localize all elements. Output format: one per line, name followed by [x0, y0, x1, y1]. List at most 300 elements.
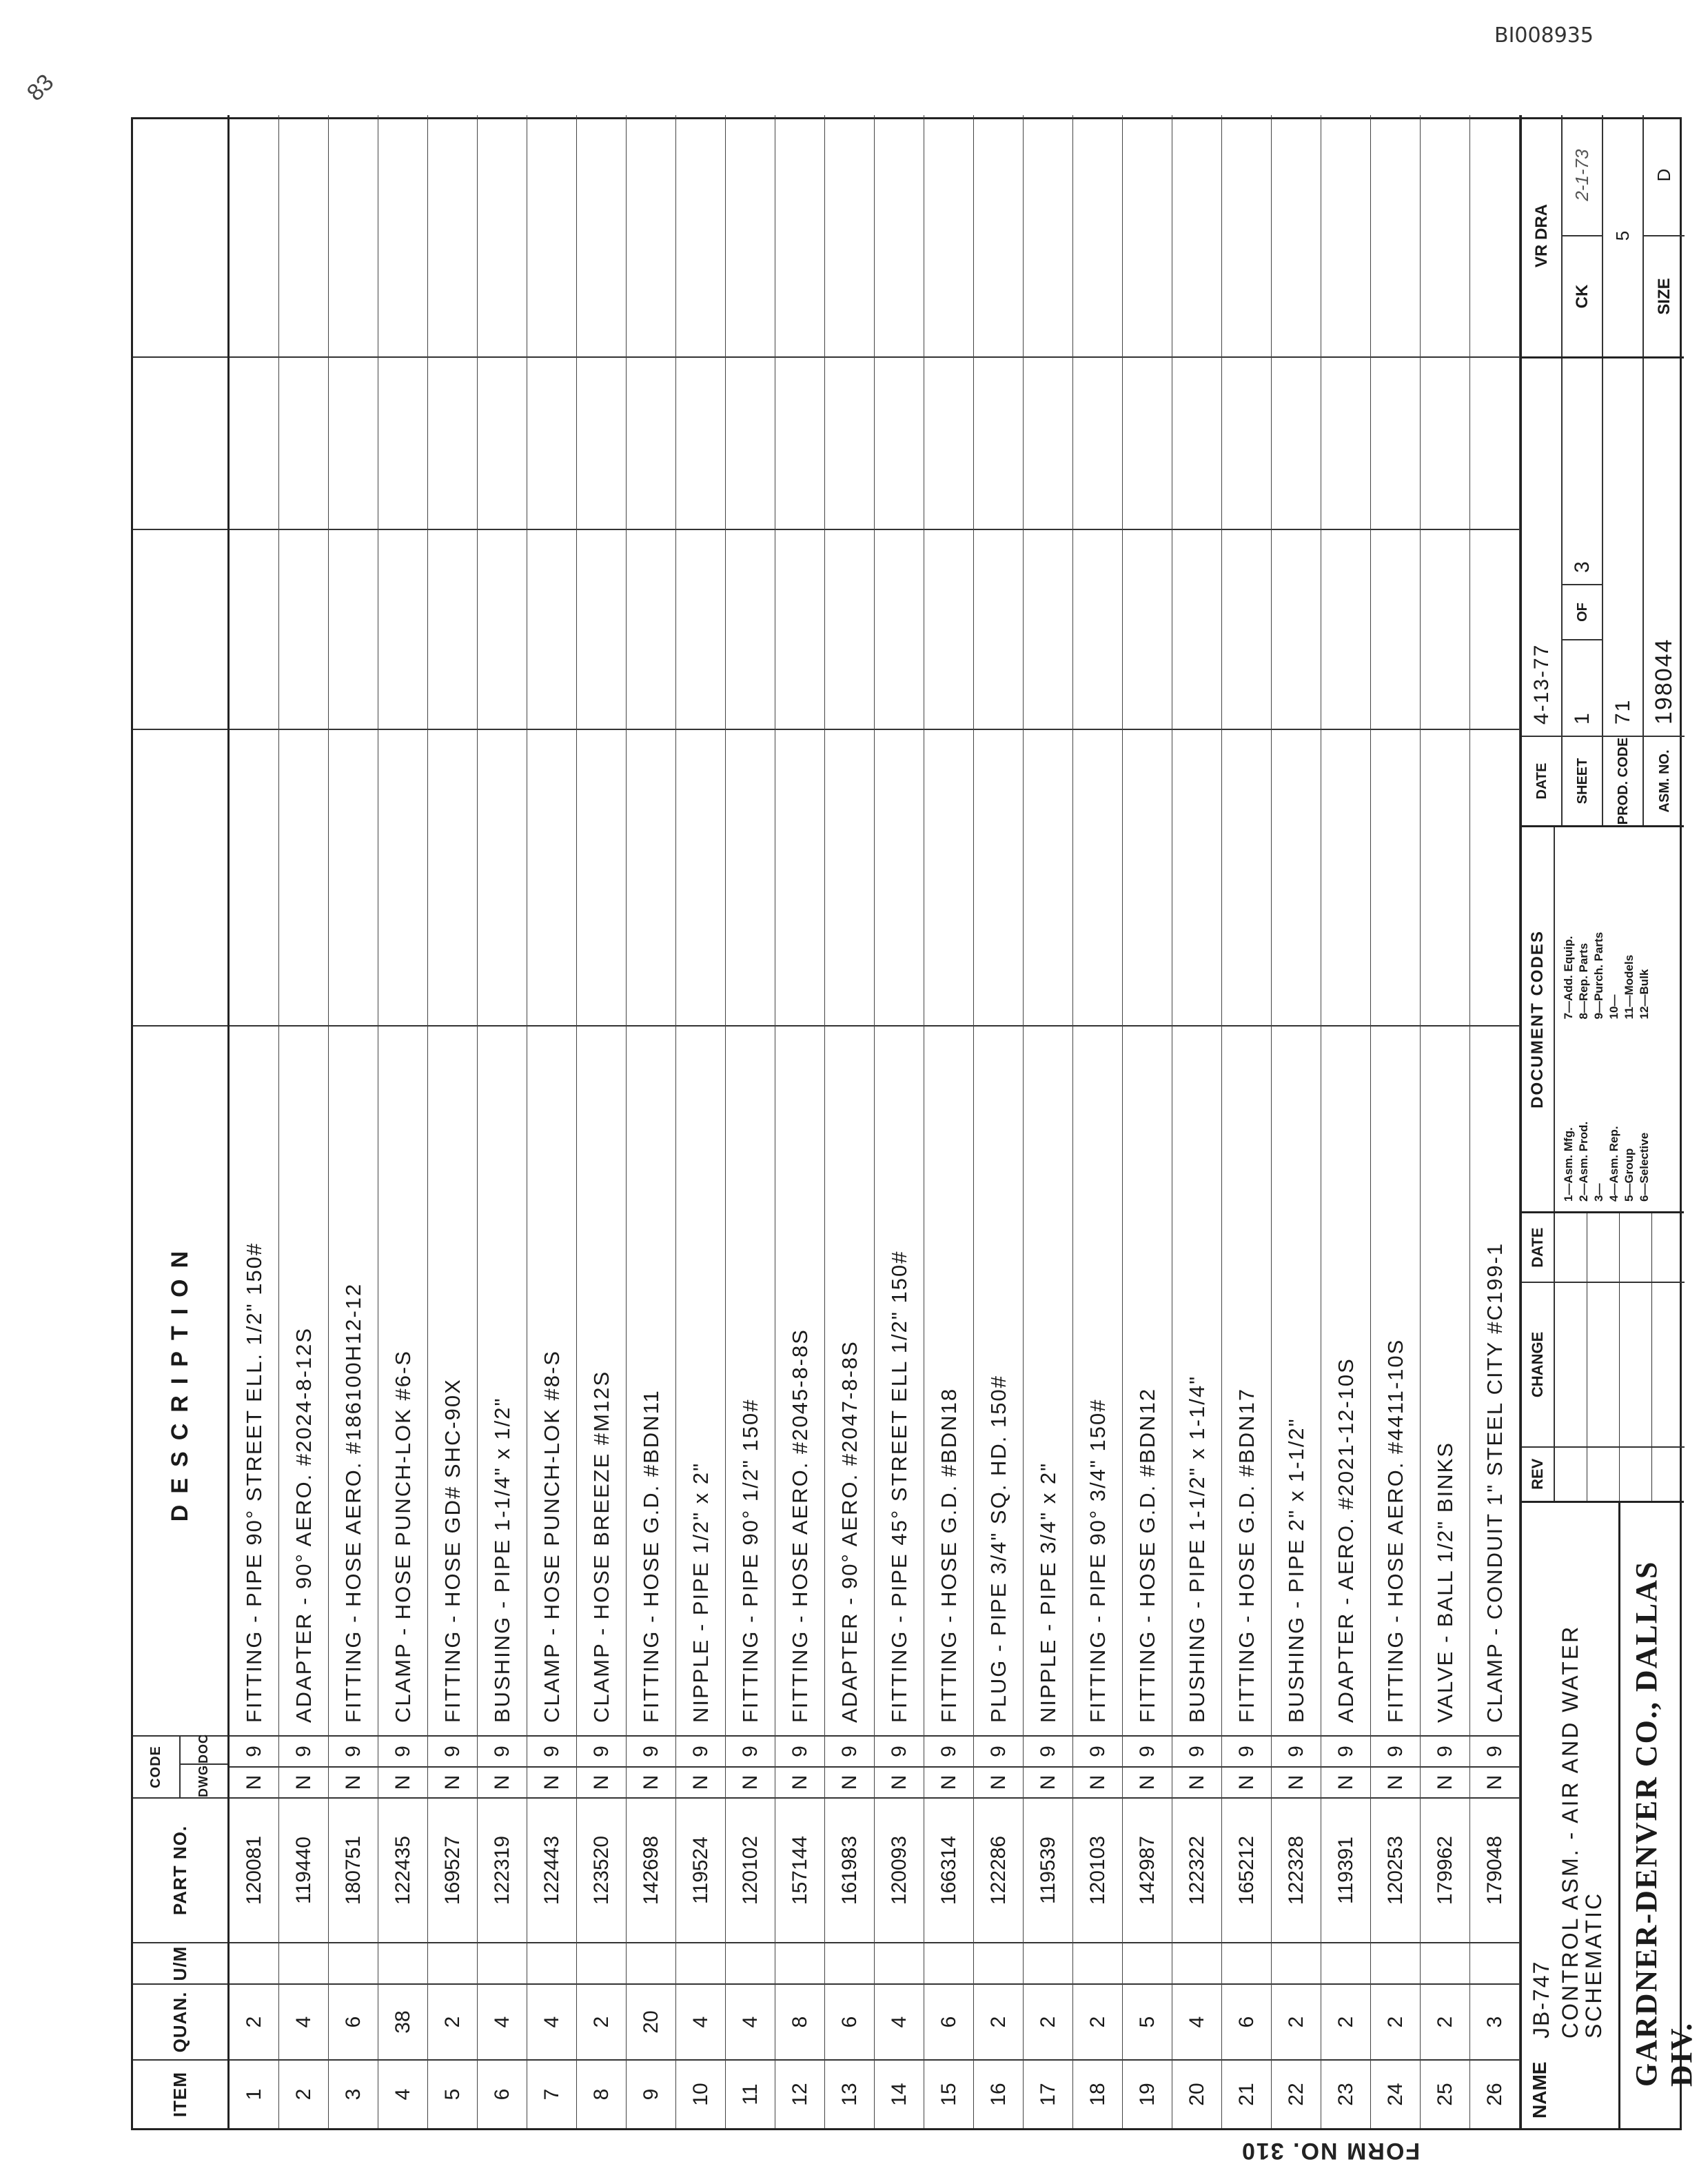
blank-cell [1470, 729, 1519, 1025]
unit-measure-cell [627, 1942, 675, 1983]
blank-cell [1024, 729, 1072, 1025]
code-doc-cell: 9 [1222, 1735, 1271, 1766]
quantity-cell: 2 [1073, 1983, 1122, 2059]
size-value: D [1654, 168, 1674, 182]
blank-cell [428, 529, 477, 729]
blank-cell [1073, 115, 1122, 356]
codes-column-1 [1562, 1020, 1651, 1202]
code-dwg-cell: N [726, 1766, 775, 1797]
unit-measure-cell [924, 1942, 973, 1983]
blank-cell [726, 356, 775, 529]
blank-cell [676, 356, 725, 529]
code-entry: 3— [1592, 1183, 1605, 1202]
sheet-value: 1 [1563, 639, 1602, 736]
part-number-cell: 122322 [1172, 1797, 1221, 1942]
item-cell: 5 [428, 2059, 477, 2128]
part-number-cell: 169527 [428, 1797, 477, 1942]
blank-cell [1123, 529, 1172, 729]
document-codes-block [1522, 825, 1684, 1211]
code-doc-cell: 9 [726, 1735, 775, 1766]
code-dwg-cell: N [825, 1766, 874, 1797]
item-cell: 14 [875, 2059, 924, 2128]
part-number-cell: 120081 [230, 1797, 278, 1942]
table-row [1371, 115, 1421, 2128]
blank-cell [577, 529, 626, 729]
description-cell: NIPPLE - PIPE 3/4" x 2" [1024, 1025, 1072, 1735]
item-cell: 20 [1172, 2059, 1221, 2128]
code-doc-cell: 9 [329, 1735, 378, 1766]
blank-cell [1421, 729, 1469, 1025]
blank-cell [1172, 529, 1221, 729]
of-value: 3 [1570, 560, 1594, 573]
code-dwg-cell: N [1321, 1766, 1370, 1797]
item-cell: 7 [527, 2059, 576, 2128]
item-cell: 8 [577, 2059, 626, 2128]
blank-cell [1321, 115, 1370, 356]
blank-cell [1272, 529, 1321, 729]
code-dwg-cell: N [775, 1766, 824, 1797]
code-doc-cell: 9 [577, 1735, 626, 1766]
code-dwg-cell: N [1123, 1766, 1172, 1797]
blank-cell [1222, 729, 1271, 1025]
header-quantity: QUAN. [133, 1983, 227, 2059]
blank-cell [676, 529, 725, 729]
code-doc-cell: 9 [478, 1735, 527, 1766]
header-blank-4 [133, 115, 227, 356]
blank-cell [230, 115, 278, 356]
blank-cell [974, 115, 1023, 356]
code-doc-cell: 9 [1123, 1735, 1172, 1766]
prod-code-label: PROD. CODE [1603, 736, 1642, 825]
table-header [133, 115, 230, 2128]
blank-cell [627, 729, 675, 1025]
unit-measure-cell [1421, 1942, 1469, 1983]
code-dwg-cell: N [378, 1766, 427, 1797]
code-doc-cell: 9 [1321, 1735, 1370, 1766]
part-number-cell: 120103 [1073, 1797, 1122, 1942]
blank-cell [1470, 115, 1519, 356]
blank-cell [924, 356, 973, 529]
code-entry: 2—Asm. Prod. [1577, 1121, 1590, 1202]
code-dwg-cell: N [527, 1766, 576, 1797]
blank-cell [1371, 729, 1420, 1025]
code-dwg-cell: N [1272, 1766, 1321, 1797]
date-value: 4-13-77 [1529, 643, 1553, 725]
description-cell: BUSHING - PIPE 2" x 1-1/2" [1272, 1025, 1321, 1735]
blank-cell [230, 356, 278, 529]
code-entry: 9—Purch. Parts [1592, 931, 1605, 1020]
corner-handwritten-mark: 83 [21, 69, 59, 106]
title-line-2: SCHEMATIC [1581, 1891, 1606, 2039]
description-cell: FITTING - PIPE 90° STREET ELL. 1/2" 150# [230, 1025, 278, 1735]
table-row [1073, 115, 1123, 2128]
blank-cell [1024, 529, 1072, 729]
blank-cell [924, 529, 973, 729]
parts-list-form [131, 117, 1698, 2130]
part-number-cell: 180751 [329, 1797, 378, 1942]
unit-measure-cell [378, 1942, 427, 1983]
header-part-number: PART NO. [133, 1797, 227, 1942]
quantity-cell: 2 [428, 1983, 477, 2059]
header-code [133, 1735, 227, 1797]
item-cell: 11 [726, 2059, 775, 2128]
item-cell: 26 [1470, 2059, 1519, 2128]
blank-cell [1321, 529, 1370, 729]
quantity-cell: 2 [1272, 1983, 1321, 2059]
item-cell: 16 [974, 2059, 1023, 2128]
blank-cell [527, 729, 576, 1025]
code-doc-cell: 9 [676, 1735, 725, 1766]
part-number-cell: 179048 [1470, 1797, 1519, 1942]
document-bates-number: BI008935 [1494, 23, 1594, 48]
table-row [974, 115, 1024, 2128]
blank-cell [875, 729, 924, 1025]
header-unit-measure: U/M [133, 1942, 227, 1983]
blank-cell [1272, 729, 1321, 1025]
table-row [726, 115, 775, 2128]
table-row [230, 115, 279, 2128]
part-number-cell: 120102 [726, 1797, 775, 1942]
blank-cell [1073, 356, 1122, 529]
quantity-cell: 3 [1470, 1983, 1519, 2059]
description-cell: PLUG - PIPE 3/4" SQ. HD. 150# [974, 1025, 1023, 1735]
table-row [825, 115, 875, 2128]
blank-cell [1321, 356, 1370, 529]
code-dwg-cell: N [1024, 1766, 1072, 1797]
blank-cell [1272, 356, 1321, 529]
quantity-cell: 4 [527, 1983, 576, 2059]
code-dwg-cell: N [1421, 1766, 1469, 1797]
unit-measure-cell [1123, 1942, 1172, 1983]
blank-cell [378, 115, 427, 356]
description-cell: FITTING - HOSE GD# SHC-90X [428, 1025, 477, 1735]
item-cell: 6 [478, 2059, 527, 2128]
code-entry: 4—Asm. Rep. [1607, 1126, 1620, 1202]
code-entry: 5—Group [1622, 1148, 1636, 1202]
unit-measure-cell [428, 1942, 477, 1983]
blank-cell [230, 529, 278, 729]
revision-block [1522, 1211, 1684, 1501]
code-doc-cell: 9 [527, 1735, 576, 1766]
size-label: SIZE [1644, 235, 1685, 356]
blank-cell [378, 729, 427, 1025]
blank-cell [1371, 356, 1420, 529]
blank-cell [279, 729, 328, 1025]
change-label: CHANGE [1522, 1282, 1554, 1446]
table-row [775, 115, 825, 2128]
table-row [1470, 115, 1520, 2128]
part-number-cell: 119524 [676, 1797, 725, 1942]
unit-measure-cell [825, 1942, 874, 1983]
date-label: DATE [1522, 736, 1561, 825]
item-cell: 24 [1371, 2059, 1420, 2128]
blank-cell [577, 115, 626, 356]
blank-cell [1073, 729, 1122, 1025]
description-cell: ADAPTER - AERO. #2021-12-10S [1321, 1025, 1370, 1735]
table-row [1172, 115, 1222, 2128]
blank-cell [974, 529, 1023, 729]
blank-cell [478, 115, 527, 356]
code-dwg-cell: N [1172, 1766, 1221, 1797]
blank-cell [825, 115, 874, 356]
code-dwg-cell: N [279, 1766, 328, 1797]
blank-cell [1123, 356, 1172, 529]
blank-cell [1421, 356, 1469, 529]
sheet-label: SHEET [1563, 736, 1602, 825]
table-row [676, 115, 726, 2128]
code-entry: 11—Models [1622, 954, 1636, 1020]
asm-no-value: 198044 [1651, 638, 1677, 725]
name-label: NAME [1529, 2061, 1550, 2119]
quantity-cell: 4 [676, 1983, 725, 2059]
unit-measure-cell [676, 1942, 725, 1983]
unit-measure-cell [875, 1942, 924, 1983]
description-cell: ADAPTER - 90° AERO. #2047-8-8S [825, 1025, 874, 1735]
table-row [1024, 115, 1073, 2128]
blank-cell [1073, 529, 1122, 729]
quantity-cell: 4 [279, 1983, 328, 2059]
table-row [1321, 115, 1371, 2128]
title-block-name [1522, 1501, 1698, 2128]
prod-code-value: 71 [1611, 698, 1634, 725]
item-cell: 21 [1222, 2059, 1271, 2128]
blank-cell [1470, 529, 1519, 729]
blank-cell [1222, 529, 1271, 729]
blank-cell [1470, 356, 1519, 529]
rev-date-label: DATE [1529, 1227, 1546, 1268]
unit-measure-cell [478, 1942, 527, 1983]
header-code-label: CODE [133, 1737, 181, 1797]
part-number-cell: 122319 [478, 1797, 527, 1942]
blank-cell [676, 729, 725, 1025]
unit-measure-cell [1272, 1942, 1321, 1983]
part-number-cell: 122443 [527, 1797, 576, 1942]
header-blank-1 [133, 729, 227, 1025]
checked-label: CK [1563, 235, 1602, 356]
blank-cell [775, 729, 824, 1025]
quantity-cell: 4 [726, 1983, 775, 2059]
blank-cell [329, 529, 378, 729]
code-dwg-cell: N [676, 1766, 725, 1797]
blank-cell [875, 356, 924, 529]
part-number-cell: 165212 [1222, 1797, 1271, 1942]
scan-header [0, 0, 1687, 110]
quantity-cell: 6 [329, 1983, 378, 2059]
blank-cell [527, 529, 576, 729]
blank-cell [230, 729, 278, 1025]
description-cell: CLAMP - HOSE PUNCH-LOK #8-S [527, 1025, 576, 1735]
part-number-cell: 119391 [1321, 1797, 1370, 1942]
blank-cell [726, 729, 775, 1025]
header-item: ITEM [133, 2059, 227, 2128]
table-row [1272, 115, 1321, 2128]
blank-cell [428, 729, 477, 1025]
quantity-cell: 2 [1024, 1983, 1072, 2059]
code-dwg-cell: N [627, 1766, 675, 1797]
code-doc-cell: 9 [1272, 1735, 1321, 1766]
quantity-cell: 2 [1321, 1983, 1370, 2059]
blank-cell [329, 356, 378, 529]
header-code-dwg: DWG [181, 1763, 227, 1797]
item-cell: 9 [627, 2059, 675, 2128]
unit-measure-cell [329, 1942, 378, 1983]
code-doc-cell: 9 [825, 1735, 874, 1766]
blank-cell [577, 356, 626, 529]
unit-measure-cell [1371, 1942, 1420, 1983]
drawing-info-block [1522, 356, 1684, 825]
blank-cell [428, 115, 477, 356]
blank-cell [627, 115, 675, 356]
blank-cell [775, 356, 824, 529]
title-line-1: CONTROL ASM. - AIR AND WATER [1558, 1624, 1583, 2039]
blank-cell [527, 115, 576, 356]
blank-cell [1222, 356, 1271, 529]
description-cell: CLAMP - HOSE BREEZE #M12S [577, 1025, 626, 1735]
code-dwg-cell: N [1470, 1766, 1519, 1797]
code-doc-cell: 9 [1470, 1735, 1519, 1766]
approval-block [1522, 115, 1684, 356]
blank-cell [924, 729, 973, 1025]
blank-cell [1172, 115, 1221, 356]
code-doc-cell: 9 [378, 1735, 427, 1766]
code-entry: 8—Rep. Parts [1577, 942, 1590, 1020]
quantity-cell: 2 [974, 1983, 1023, 2059]
table-row [875, 115, 924, 2128]
table-row [378, 115, 428, 2128]
description-cell: BUSHING - PIPE 1-1/2" x 1-1/4" [1172, 1025, 1221, 1735]
table-row [924, 115, 974, 2128]
unit-measure-cell [527, 1942, 576, 1983]
header-description: DESCRIPTION [133, 1025, 227, 1735]
quantity-cell: 6 [825, 1983, 874, 2059]
code-dwg-cell: N [478, 1766, 527, 1797]
table-row [279, 115, 329, 2128]
description-cell: VALVE - BALL 1/2" BINKS [1421, 1025, 1469, 1735]
code-entry: 7—Add. Equip. [1562, 936, 1575, 1020]
unit-measure-cell [577, 1942, 626, 1983]
item-cell: 18 [1073, 2059, 1122, 2128]
quantity-cell: 6 [1222, 1983, 1271, 2059]
code-dwg-cell: N [428, 1766, 477, 1797]
code-dwg-cell: N [875, 1766, 924, 1797]
blank-cell [676, 115, 725, 356]
table-row [329, 115, 378, 2128]
asm-no-label: ASM. NO. [1644, 736, 1685, 825]
description-cell: FITTING - HOSE AERO. #2045-8-8S [775, 1025, 824, 1735]
document-codes-title: DOCUMENT CODES [1522, 827, 1555, 1211]
blank-cell [1024, 115, 1072, 356]
unit-measure-cell [1024, 1942, 1072, 1983]
of-label: OF [1563, 584, 1602, 639]
blank-cell [279, 115, 328, 356]
description-cell: FITTING - HOSE G.D. #BDN17 [1222, 1025, 1271, 1735]
blank-cell [974, 729, 1023, 1025]
unit-measure-cell [1222, 1942, 1271, 1983]
job-number: JB-747 [1529, 1960, 1554, 2039]
table-row [527, 115, 577, 2128]
code-doc-cell: 9 [1421, 1735, 1469, 1766]
item-cell: 19 [1123, 2059, 1172, 2128]
blank-cell [279, 529, 328, 729]
blank-cell [478, 356, 527, 529]
code-doc-cell: 9 [775, 1735, 824, 1766]
code-dwg-cell: N [974, 1766, 1023, 1797]
code-doc-cell: 9 [924, 1735, 973, 1766]
table-row [428, 115, 478, 2128]
blank-cell [775, 529, 824, 729]
description-cell: CLAMP - CONDUIT 1" STEEL CITY #C199-1 [1470, 1025, 1519, 1735]
code-doc-cell: 9 [1073, 1735, 1122, 1766]
item-cell: 10 [676, 2059, 725, 2128]
code-entry: 10— [1607, 994, 1620, 1020]
part-number-cell: 123520 [577, 1797, 626, 1942]
unit-measure-cell [1172, 1942, 1221, 1983]
checked-value: 2-1-73 [1571, 149, 1592, 201]
quantity-cell: 8 [775, 1983, 824, 2059]
quantity-cell: 20 [627, 1983, 675, 2059]
part-number-cell: 122435 [378, 1797, 427, 1942]
description-cell: FITTING - PIPE 90° 1/2" 150# [726, 1025, 775, 1735]
item-cell: 12 [775, 2059, 824, 2128]
item-cell: 4 [378, 2059, 427, 2128]
field-5-value: 5 [1612, 230, 1633, 241]
code-entry: 6—Selective [1638, 1132, 1651, 1202]
item-cell: 22 [1272, 2059, 1321, 2128]
title-block [1520, 115, 1698, 2128]
blank-cell [478, 729, 527, 1025]
blank-cell [329, 115, 378, 356]
quantity-cell: 4 [1172, 1983, 1221, 2059]
part-number-cell: 179962 [1421, 1797, 1469, 1942]
blank-cell [1172, 729, 1221, 1025]
blank-cell [627, 529, 675, 729]
quantity-cell: 38 [378, 1983, 427, 2059]
quantity-cell: 6 [924, 1983, 973, 2059]
unit-measure-cell [726, 1942, 775, 1983]
item-cell: 23 [1321, 2059, 1370, 2128]
table-row [627, 115, 676, 2128]
blank-cell [875, 115, 924, 356]
part-number-cell: 166314 [924, 1797, 973, 1942]
blank-cell [627, 356, 675, 529]
code-dwg-cell: N [329, 1766, 378, 1797]
drawn-label: VR DRA [1532, 204, 1551, 268]
unit-measure-cell [1073, 1942, 1122, 1983]
code-dwg-cell: N [230, 1766, 278, 1797]
description-cell: FITTING - HOSE AERO. #186100H12-12 [329, 1025, 378, 1735]
item-cell: 13 [825, 2059, 874, 2128]
description-cell: FITTING - HOSE G.D. #BDN12 [1123, 1025, 1172, 1735]
code-dwg-cell: N [1222, 1766, 1271, 1797]
blank-cell [378, 529, 427, 729]
part-number-cell: 120093 [875, 1797, 924, 1942]
quantity-cell: 2 [230, 1983, 278, 2059]
code-doc-cell: 9 [428, 1735, 477, 1766]
blank-cell [1123, 115, 1172, 356]
unit-measure-cell [230, 1942, 278, 1983]
table-row [1222, 115, 1272, 2128]
code-doc-cell: 9 [627, 1735, 675, 1766]
blank-cell [1371, 115, 1420, 356]
blank-cell [825, 529, 874, 729]
description-cell: FITTING - HOSE G.D. #BDN18 [924, 1025, 973, 1735]
unit-measure-cell [1470, 1942, 1519, 1983]
codes-column-2 [1562, 837, 1651, 1020]
code-doc-cell: 9 [230, 1735, 278, 1766]
code-entry: 12—Bulk [1638, 969, 1651, 1020]
item-cell: 17 [1024, 2059, 1072, 2128]
blank-cell [279, 356, 328, 529]
